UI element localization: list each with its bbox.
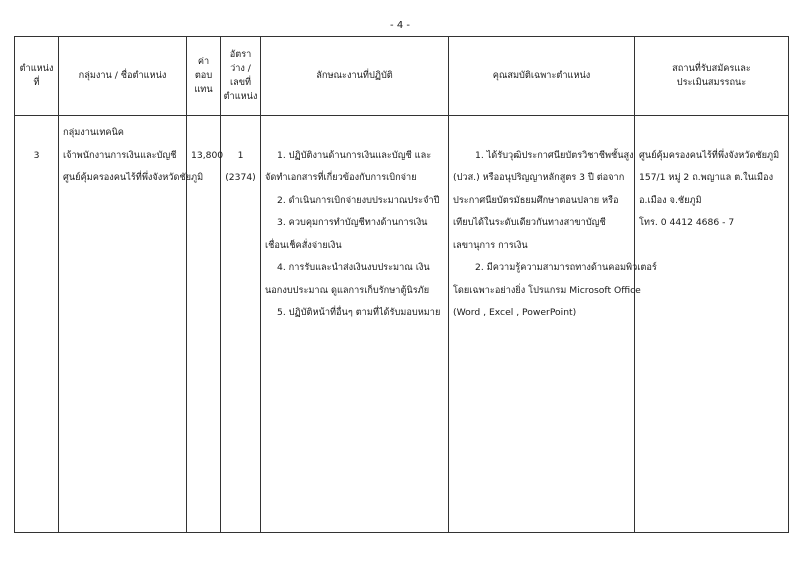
venue-line: ศูนย์คุ้มครองคนไร้ที่พึ่งจังหวัดชัยภูมิ [639, 149, 780, 161]
header-line: ตำแหน่ง [19, 63, 54, 74]
duty-line: 3. ควบคุมการทำบัญชีทางด้านการเงิน [277, 217, 428, 228]
duty-line: 4. การรับและนำส่งเงินงบประมาณ เงิน [277, 262, 430, 273]
header-vacancy [221, 37, 261, 116]
qualification-line: 2. มีความรู้ความสามารถทางด้านคอมพิวเตอร์ [475, 262, 657, 273]
header-qualifications: คุณสมบัติเฉพาะตำแหน่ง [449, 37, 635, 116]
venue-line: โทร. 0 4412 4686 - 7 [639, 217, 735, 228]
header-row [15, 37, 789, 116]
vacancy-count: 1 [237, 149, 244, 161]
header-line: อัตรา [229, 49, 252, 60]
position-title: เจ้าพนักงานการเงินและบัญชี [63, 149, 177, 161]
duty-line: 1. ปฏิบัติงานด้านการเงินและบัญชี และ [277, 149, 432, 161]
qualification-line: ประกาศนียบัตรมัธยมศึกษาตอนปลาย หรือ [453, 194, 619, 206]
cell-duties [261, 116, 449, 533]
cell-group-position [59, 116, 204, 533]
vacancy-number: (2374) [225, 172, 256, 183]
cell-position-no [15, 116, 59, 533]
header-line: ประเมินสมรรถนะ [676, 77, 747, 88]
qualification-line: (ปวส.) หรืออนุปริญญาหลักสูตร 3 ปี ต่อจาก [453, 172, 625, 183]
header-line: ค่า [197, 56, 210, 67]
duty-line: จัดทำเอกสารที่เกี่ยวข้องกับการเบิกจ่าย [265, 172, 417, 183]
cell-vacancy [221, 116, 261, 533]
header-venue [635, 37, 789, 116]
page-number: - 4 - [390, 20, 410, 31]
duty-line: 2. ดำเนินการเบิกจ่ายงบประมาณประจำปี [277, 194, 440, 206]
table-row [15, 116, 789, 533]
header-line: สถานที่รับสมัครและ [672, 63, 751, 74]
cell-qualifications [449, 116, 657, 533]
header-position-no [15, 37, 59, 116]
header-compensation [187, 37, 221, 116]
qualification-line: โดยเฉพาะอย่างยิ่ง โปรแกรม Microsoft Office [453, 284, 641, 296]
qualification-line: เทียบได้ในระดับเดียวกันทางสาขาบัญชี [453, 217, 606, 228]
group-name: กลุ่มงานเทคนิค [63, 127, 124, 138]
header-line: ที่ [33, 77, 40, 88]
header-line: แทน [194, 84, 213, 95]
venue-line: 157/1 หมู่ 2 ถ.พญาแล ต.ในเมือง [639, 172, 774, 183]
duty-line: เชื่อนเช็คสั่งจ่ายเงิน [265, 239, 342, 251]
duty-line: 5. ปฏิบัติหน้าที่อื่นๆ ตามที่ได้รับมอบหมาย [277, 307, 441, 318]
compensation-value: 13,800 [191, 149, 224, 161]
qualification-line: (Word , Excel , PowerPoint) [453, 307, 577, 318]
header-line: ตำแหน่ง [223, 91, 258, 102]
qualification-line: 1. ได้รับวุฒิประกาศนียบัตรวิชาชีพชั้นสูง [475, 149, 634, 161]
venue-line: อ.เมือง จ.ชัยภูมิ [639, 194, 702, 206]
header-line: ตอบ [194, 70, 213, 81]
positions-table [14, 36, 789, 533]
header-duties: ลักษณะงานที่ปฏิบัติ [261, 37, 449, 116]
position-no: 3 [33, 149, 40, 161]
header-line: เลขที่ [229, 77, 252, 88]
position-unit: ศูนย์คุ้มครองคนไร้ที่พึ่งจังหวัดชัยภูมิ [63, 172, 204, 183]
cell-venue [635, 116, 789, 533]
duty-line: นอกงบประมาณ ดูแลการเก็บรักษาตู้นิรภัย [265, 284, 430, 296]
header-line: ว่าง / [230, 63, 251, 74]
qualification-line: เลขานุการ การเงิน [453, 239, 528, 251]
header-group-position: กลุ่มงาน / ชื่อตำแหน่ง [59, 37, 187, 116]
